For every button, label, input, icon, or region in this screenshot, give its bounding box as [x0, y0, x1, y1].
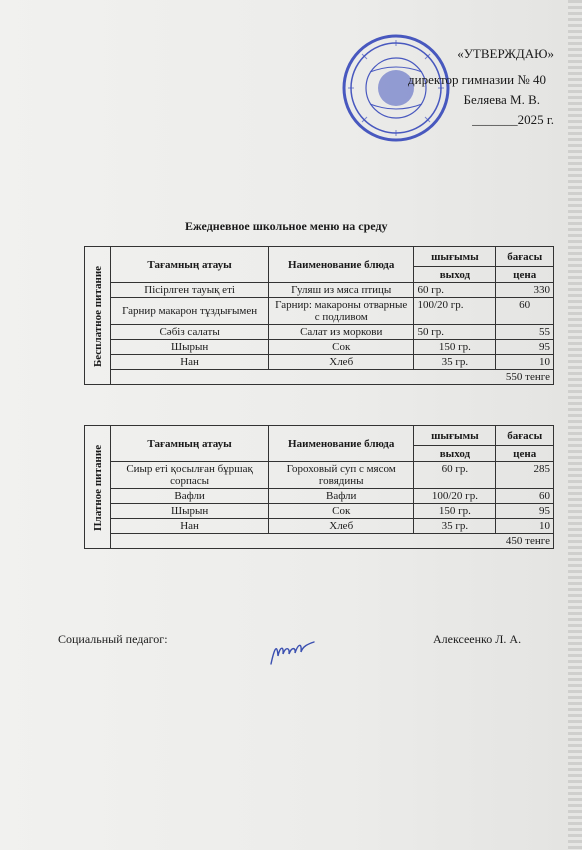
- dish-price: 60: [496, 298, 554, 325]
- dish-ru: Хлеб: [268, 355, 414, 370]
- dish-price: 95: [496, 504, 554, 519]
- dish-yield: 35 гр.: [414, 519, 496, 534]
- header-kaz-name: Тағамның атауы: [111, 247, 269, 283]
- table-row: [85, 298, 554, 325]
- dish-kz: Шырын: [111, 504, 269, 519]
- free-menu-table: [84, 246, 554, 385]
- header-yield-ru: выход: [414, 267, 496, 283]
- dish-kz: Сиыр еті қосылған бұршақ сорпасы: [111, 462, 269, 489]
- table-row: [85, 283, 554, 298]
- paid-menu-side-label: Платное питание: [85, 426, 111, 549]
- header-price-kz: бағасы: [496, 247, 554, 267]
- dish-kz: Нан: [111, 519, 269, 534]
- approval-director: директор гимназии № 40: [408, 72, 546, 87]
- dish-price: 330: [496, 283, 554, 298]
- table-row: [85, 489, 554, 504]
- dish-kz: Вафли: [111, 489, 269, 504]
- official-seal-stamp: [340, 32, 452, 144]
- dish-ru: Салат из моркови: [268, 325, 414, 340]
- table-row: [85, 325, 554, 340]
- dish-ru: Гарнир: макароны отварные с подливом: [268, 298, 414, 325]
- footer-role: Социальный педагог:: [58, 632, 168, 646]
- header-price-kz: бағасы: [496, 426, 554, 446]
- dish-yield: 150 гр.: [414, 504, 496, 519]
- header-rus-name: Наименование блюда: [268, 426, 414, 462]
- page-edge: [568, 0, 582, 850]
- header-rus-name: Наименование блюда: [268, 247, 414, 283]
- dish-price: 95: [496, 340, 554, 355]
- footer-name: Алексеенко Л. А.: [433, 632, 522, 646]
- header-price-ru: цена: [496, 267, 554, 283]
- table-row: [85, 519, 554, 534]
- dish-price: 285: [496, 462, 554, 489]
- table-row: [85, 504, 554, 519]
- dish-price: 10: [496, 519, 554, 534]
- table-row: [85, 355, 554, 370]
- approval-heading: «УТВЕРЖДАЮ»: [457, 46, 554, 61]
- header-yield-kz: шығымы: [414, 247, 496, 267]
- dish-yield: 150 гр.: [414, 340, 496, 355]
- dish-ru: Вафли: [268, 489, 414, 504]
- dish-yield: 60 гр.: [414, 283, 496, 298]
- paid-menu-table: [84, 425, 554, 549]
- dish-yield: 100/20 гр.: [414, 489, 496, 504]
- header-yield-kz: шығымы: [414, 426, 496, 446]
- header-price-ru: цена: [496, 446, 554, 462]
- dish-ru: Хлеб: [268, 519, 414, 534]
- dish-price: 60: [496, 489, 554, 504]
- total-row: [85, 534, 554, 549]
- dish-kz: Гарнир макарон тұздығымен: [111, 298, 269, 325]
- table-row: [85, 462, 554, 489]
- dish-ru: Гуляш из мяса птицы: [268, 283, 414, 298]
- approval-date: _______2025 г.: [472, 112, 554, 127]
- dish-yield: 50 гр.: [414, 325, 496, 340]
- dish-kz: Пісірлген тауық еті: [111, 283, 269, 298]
- dish-ru: Сок: [268, 504, 414, 519]
- paid-menu-total: 450 тенге: [111, 534, 554, 549]
- dish-ru: Гороховый суп с мясом говядины: [268, 462, 414, 489]
- handwritten-signature: [268, 636, 318, 668]
- dish-kz: Сәбіз салаты: [111, 325, 269, 340]
- free-menu-total: 550 тенге: [111, 370, 554, 385]
- header-yield-ru: выход: [414, 446, 496, 462]
- dish-kz: Шырын: [111, 340, 269, 355]
- dish-kz: Нан: [111, 355, 269, 370]
- header-kaz-name: Тағамның атауы: [111, 426, 269, 462]
- total-row: [85, 370, 554, 385]
- dish-yield: 35 гр.: [414, 355, 496, 370]
- dish-price: 55: [496, 325, 554, 340]
- dish-ru: Сок: [268, 340, 414, 355]
- dish-price: 10: [496, 355, 554, 370]
- table-row: [85, 340, 554, 355]
- menu-title: Ежедневное школьное меню на среду: [185, 219, 388, 233]
- dish-yield: 60 гр.: [414, 462, 496, 489]
- approval-name: Беляева М. В.: [463, 92, 540, 107]
- dish-yield: 100/20 гр.: [414, 298, 496, 325]
- free-menu-side-label: Бесплатное питание: [85, 247, 111, 385]
